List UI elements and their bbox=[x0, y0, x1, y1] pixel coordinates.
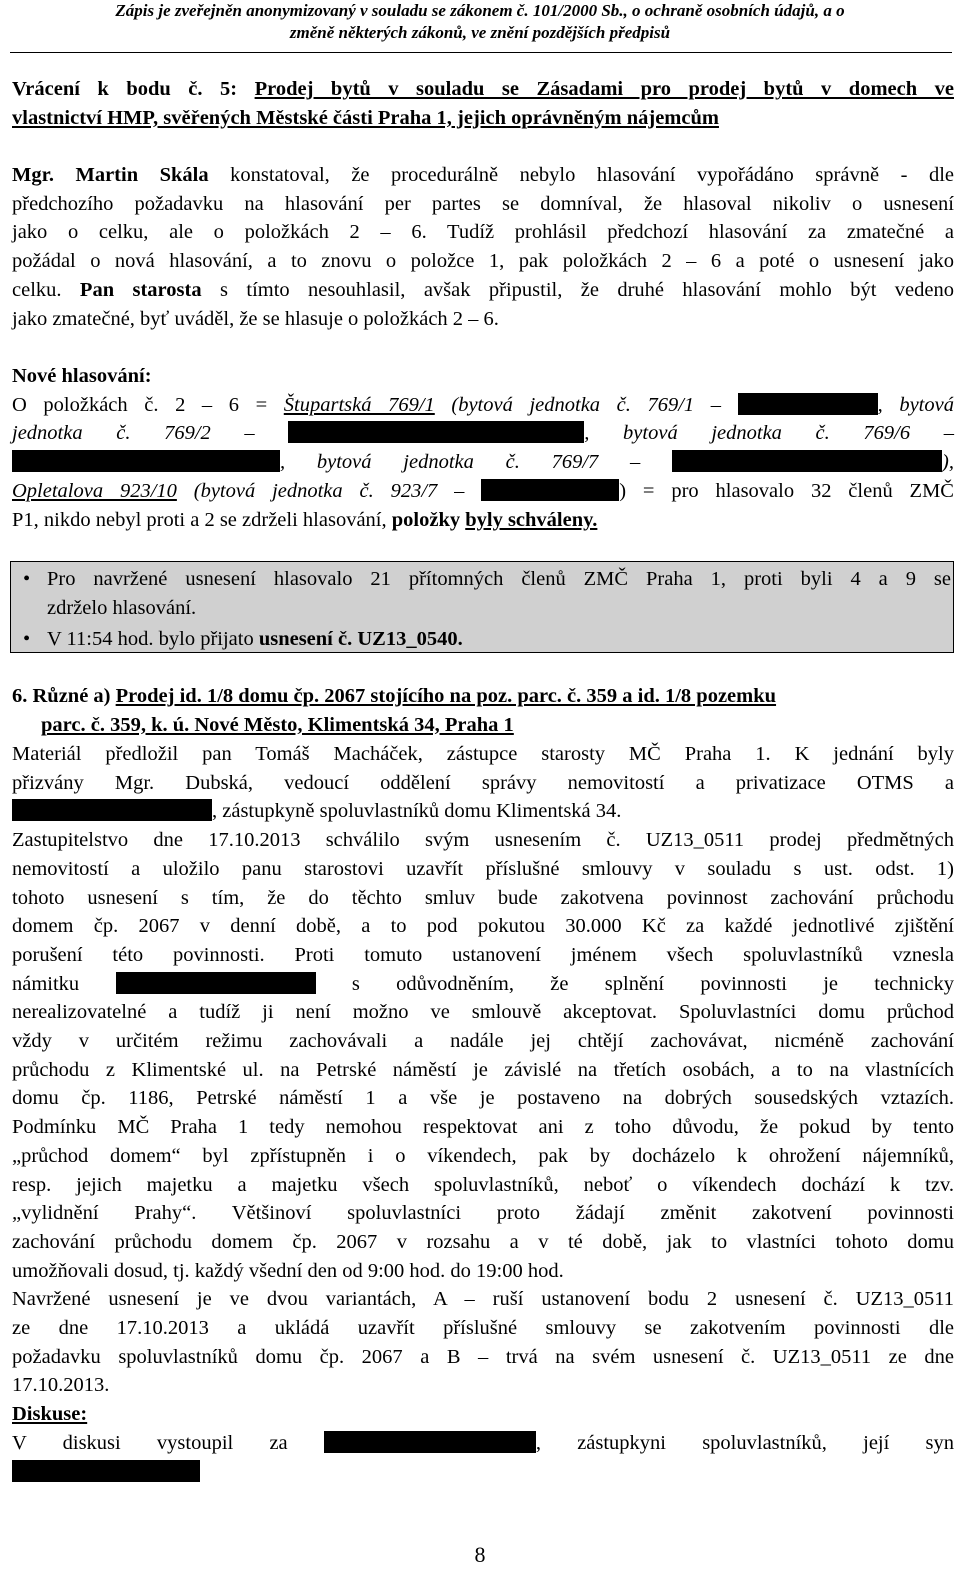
header-divider bbox=[10, 52, 952, 53]
p-line: porušení této povinnosti. Proti tomuto ustanovení jménem všech spoluvlastníků vznesla bbox=[12, 943, 954, 966]
vote-line: , bytová jednotka č. 769/7 – ), bbox=[12, 448, 954, 477]
result-line: zdrželo hlasování. bbox=[47, 596, 197, 619]
p-line: jako o celku, ale o položkách 2 – 6. Tudíž prohlásil předchozí hlasování za zmatečné a bbox=[12, 221, 954, 244]
vote-line: P1, nikdo nebyl proti a 2 se zdrželi hlasování, položky byly schváleny. bbox=[12, 508, 598, 531]
section-6-body bbox=[12, 740, 954, 1486]
redacted-name bbox=[12, 1460, 200, 1482]
header-line-1: Zápis je zveřejněn anonymizovaný v souladu se zákonem č. 101/2000 Sb., o ochraně osobních údajů, a o bbox=[115, 1, 845, 20]
redacted-name bbox=[12, 450, 280, 472]
p-line: Materiál předložil pan Tomáš Macháček, zástupce starosty MČ Praha 1. K jednání byly bbox=[12, 743, 954, 765]
p-line: tohoto usnesení s tím, že do těchto smluv bude zakotvena povinnost zachování průchodu bbox=[12, 886, 954, 909]
vote-line: Opletalova 923/10 (bytová jednotka č. 923/7 – ) = pro hlasovalo 32 členů ZMČ bbox=[12, 479, 954, 502]
p-line: umožňovali dosud, tj. každý všední den od 9:00 hod. do 19:00 hod. bbox=[12, 1259, 564, 1282]
p-line bbox=[12, 1458, 954, 1487]
p-line: V diskusi vystoupil za , zástupkyni spoluvlastníků, její syn bbox=[12, 1431, 954, 1454]
section-6-title-line-2: parc. č. 359, k. ú. Nové Město, Klimentská 34, Praha 1 bbox=[41, 713, 514, 736]
section-6-title bbox=[12, 682, 954, 739]
section-6-title-line-1: 6. Různé a) Prodej id. 1/8 domu čp. 2067 stojícího na poz. parc. č. 359 a id. 1/8 pozemku bbox=[12, 685, 777, 707]
p-line: námitku s odůvodněním, že splnění povinnosti je technicky bbox=[12, 972, 954, 995]
redacted-name bbox=[324, 1431, 536, 1453]
p-line: zachování průchodu domem čp. 2067 v rozsahu a v té době, jak to vlastníci tohoto domu bbox=[12, 1230, 954, 1253]
section-5-paragraph bbox=[12, 161, 954, 333]
new-vote-title: Nové hlasování: bbox=[12, 365, 152, 387]
p-line: Navržené usnesení je ve dvou variantách, A – ruší ustanovení bodu 2 usnesení č. UZ13_0511 bbox=[12, 1288, 954, 1311]
bullet-icon: • bbox=[23, 568, 31, 590]
p-line: jako zmatečné, byť uváděl, že se hlasuje o položkách 2 – 6. bbox=[12, 307, 499, 330]
page-number: 8 bbox=[474, 1542, 486, 1567]
p-line: resp. jejich majetku a majetku všech spoluvlastníků, neboť o víkendech dochází k tzv. bbox=[12, 1173, 954, 1196]
p-line: domem čp. 2067 v denní době, a to pod pokutou 30.000 Kč za každé jednotlivé zjištění bbox=[12, 915, 954, 938]
p-line: Zastupitelstvo dne 17.10.2013 schválilo svým usnesením č. UZ13_0511 prodej předmětných bbox=[12, 829, 954, 852]
p-line: Mgr. Martin Skála konstatoval, že procedurálně nebylo hlasování vypořádáno správně - dle bbox=[12, 164, 954, 186]
section-5-title-line-2: vlastnictví HMP, svěřených Městské části Praha 1, jejich oprávněným nájemcům bbox=[12, 106, 719, 129]
redacted-name bbox=[738, 393, 878, 415]
p-line: celku. Pan starosta s tímto nesouhlasil, avšak připustil, že druhé hlasování mohlo být vedeno bbox=[12, 278, 954, 301]
p-line: požadavku spoluvlastníků domu čp. 2067 a B – trvá na svém usnesení č. UZ13_0511 ze dne bbox=[12, 1345, 954, 1368]
new-vote-block bbox=[12, 362, 954, 534]
p-line: průchodu z Klimentské ul. na Petrské náměstí je závislé na třetích osobách, a to na vlastnících bbox=[12, 1058, 954, 1081]
redacted-name bbox=[481, 479, 619, 501]
section-5-title-line-1: Vrácení k bodu č. 5: Prodej bytů v souladu se Zásadami pro prodej bytů v domech ve bbox=[12, 78, 954, 100]
p-line: přizvány Mgr. Dubská, vedoucí oddělení správy nemovitostí a privatizace OTMS a bbox=[12, 771, 954, 794]
discussion-heading: Diskuse: bbox=[12, 1403, 88, 1426]
p-line: „průchod domem“ byl zpřístupněn i o víkendech, pak by docházelo k ohrožení nájemníků, bbox=[12, 1144, 954, 1167]
p-line: nerealizovatelné a tudíž ji není možno ve smlouvě akceptovat. Spoluvlastníci domu průchod bbox=[12, 1001, 954, 1024]
p-line: Podmínku MČ Praha 1 tedy nemohou respektovat ani z toho důvodu, že pokud by tento bbox=[12, 1116, 954, 1139]
redacted-name bbox=[12, 799, 212, 821]
bullet-icon: • bbox=[23, 628, 31, 650]
vote-line: O položkách č. 2 – 6 = Štupartská 769/1 (bytová jednotka č. 769/1 – , bytová bbox=[12, 393, 954, 416]
p-line: vždy v určitém režimu zachovávali a nadále jej chtějí zachovávat, nicméně zachování bbox=[12, 1030, 954, 1053]
p-line: předchozího požadavku na hlasování per partes se domníval, že hlasoval nikoliv o usnesení bbox=[12, 192, 954, 215]
p-line: , zástupkyně spoluvlastníků domu Klimentská 34. bbox=[12, 797, 954, 826]
p-line: nemovitostí a uložilo panu starostovi uzavřít příslušné smlouvy v souladu s ust. odst. 1) bbox=[12, 857, 954, 880]
vote-result-box: • Pro navržené usnesení hlasovalo 21 přítomných členů ZMČ Praha 1, proti byli 4 a 9 se zdrželo hlasování. • V 11:54 hod. bylo přijato usnesení č. UZ13_0540. bbox=[10, 561, 954, 653]
redacted-name bbox=[672, 450, 942, 472]
header-line-2: změně některých zákonů, ve znění pozdějších předpisů bbox=[289, 23, 671, 42]
redacted-name bbox=[116, 972, 316, 994]
p-line: 17.10.2013. bbox=[12, 1374, 110, 1397]
p-line: „vylidnění Prahy“. Většinoví spoluvlastníci proto žádají změnit zakotvení povinnosti bbox=[12, 1202, 954, 1225]
p-line: požádal o nová hlasování, a to znovu o položce 1, pak položkách 2 – 6 a poté o usnesení jako bbox=[12, 250, 954, 273]
result-line: Pro navržené usnesení hlasovalo 21 přítomných členů ZMČ Praha 1, proti byli 4 a 9 se bbox=[47, 568, 951, 590]
section-5-title bbox=[12, 75, 954, 132]
p-line: domu čp. 1186, Petrské náměstí 1 a vše je postaveno na dobrých sousedských vztazích. bbox=[12, 1087, 954, 1110]
vote-line: jednotka č. 769/2 – , bytová jednotka č. 769/6 – bbox=[12, 422, 954, 445]
redacted-name bbox=[288, 421, 584, 443]
p-line: ze dne 17.10.2013 a ukládá uzavřít příslušné smlouvy se zakotvením povinnosti dle bbox=[12, 1317, 954, 1340]
